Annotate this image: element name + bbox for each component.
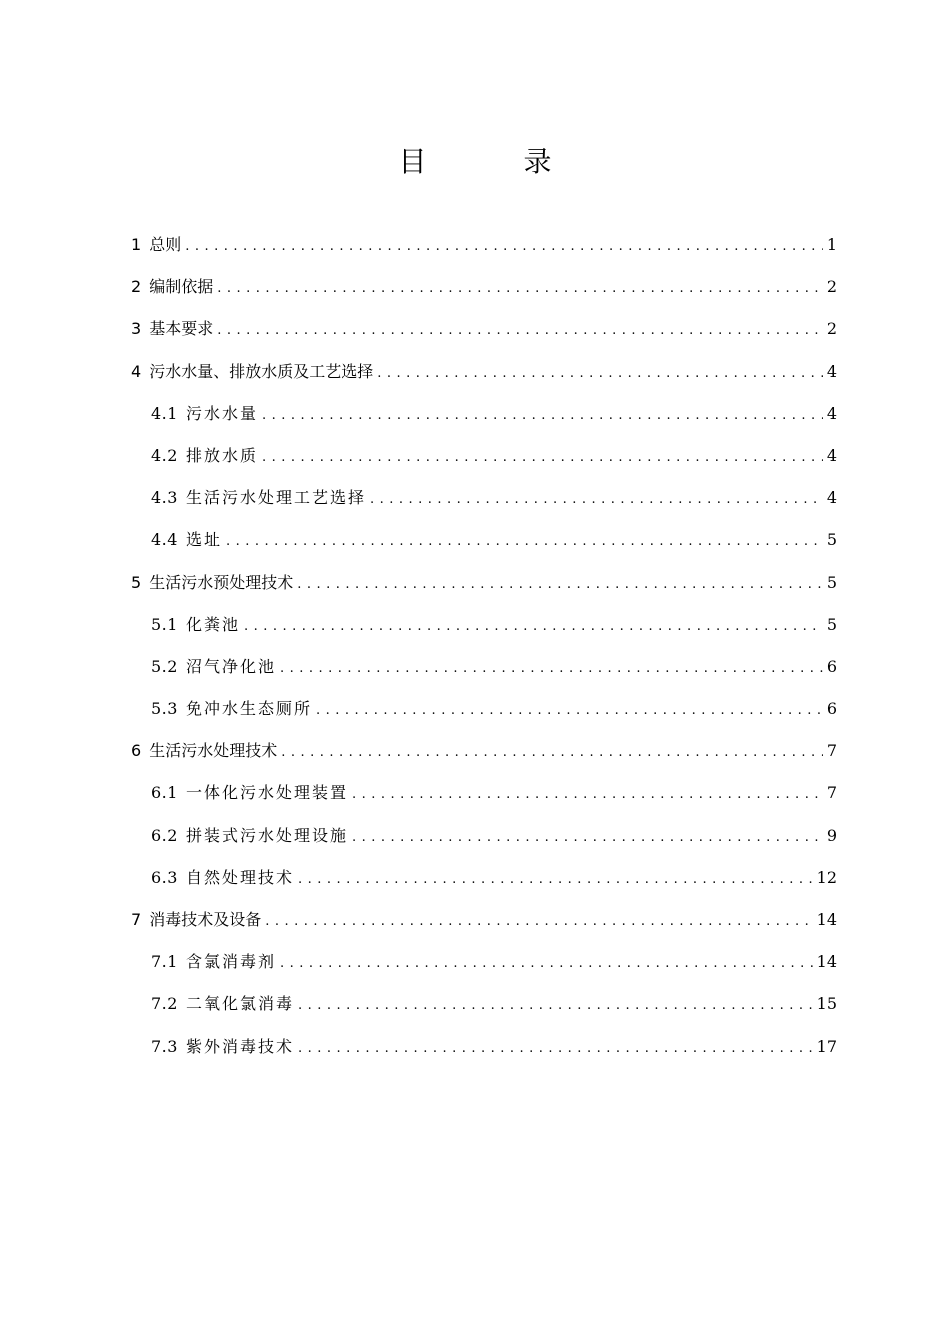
toc-entry-number: 4.4 (151, 530, 178, 550)
toc-dot-leader (244, 606, 823, 648)
toc-entry[interactable] (131, 899, 837, 941)
toc-entry-number: 2 (131, 277, 142, 297)
toc-entry[interactable] (131, 393, 837, 435)
toc-dot-leader (298, 859, 813, 901)
toc-entry-page-number: 9 (826, 825, 837, 845)
toc-entry-page-number: 4 (826, 403, 837, 423)
toc-dot-leader (297, 564, 823, 606)
toc-entry-label: 沼气净化池 (185, 656, 276, 676)
toc-entry[interactable] (131, 308, 837, 350)
toc-entry[interactable] (131, 477, 837, 519)
toc-entry-label: 消毒技术及设备 (149, 910, 262, 929)
toc-entry-number: 6.3 (151, 867, 178, 887)
toc-entry-number: 4.1 (151, 403, 178, 423)
toc-entry-number: 5 (131, 572, 142, 592)
toc-dot-leader (280, 648, 823, 690)
toc-entry[interactable] (131, 815, 837, 857)
toc-entry-label: 编制依据 (149, 277, 214, 297)
toc-entry[interactable] (131, 562, 837, 604)
toc-dot-leader (377, 353, 823, 395)
toc-entry-page-number: 5 (826, 530, 837, 550)
toc-entry-label: 紫外消毒技术 (185, 1036, 294, 1056)
toc-entry-number: 6.1 (151, 783, 178, 803)
toc-entry-number: 4.2 (151, 445, 178, 465)
toc-dot-leader (262, 395, 823, 437)
toc-dot-leader (280, 943, 813, 985)
toc-entry-page-number: 2 (826, 277, 837, 297)
toc-entry-number: 4 (131, 361, 142, 381)
toc-entry-page-number: 12 (816, 867, 837, 887)
toc-dot-leader (316, 690, 823, 732)
toc-dot-leader (265, 901, 812, 943)
table-of-contents (131, 224, 837, 1068)
toc-entry-label: 含氯消毒剂 (185, 952, 276, 972)
toc-entry-number: 3 (131, 319, 142, 339)
toc-entry[interactable] (131, 435, 837, 477)
toc-entry[interactable] (131, 646, 837, 688)
toc-entry-label: 生活污水预处理技术 (149, 572, 294, 592)
toc-entry-page-number: 7 (826, 741, 837, 761)
toc-entry-page-number: 14 (816, 952, 837, 972)
toc-entry-page-number: 17 (816, 1036, 837, 1056)
toc-dot-leader (352, 774, 823, 816)
toc-entry-label: 基本要求 (149, 319, 214, 339)
toc-entry[interactable] (131, 266, 837, 308)
toc-entry-page-number: 15 (816, 994, 837, 1014)
toc-entry-number: 5.1 (151, 614, 178, 634)
toc-dot-leader (370, 479, 823, 521)
toc-entry[interactable] (131, 1026, 837, 1068)
toc-entry-label: 污水水量 (185, 403, 258, 423)
toc-entry-page-number: 6 (826, 699, 837, 719)
toc-dot-leader (217, 268, 823, 310)
toc-entry-label: 化粪池 (185, 614, 240, 634)
toc-entry-page-number: 4 (826, 488, 837, 508)
toc-entry-page-number: 4 (826, 361, 837, 381)
toc-dot-leader (298, 985, 813, 1027)
toc-dot-leader (226, 521, 823, 563)
toc-entry-number: 5.2 (151, 656, 178, 676)
toc-entry-label: 自然处理技术 (185, 867, 294, 887)
toc-entry[interactable] (131, 519, 837, 561)
page-title: 目 录 (398, 145, 596, 178)
toc-dot-leader (352, 817, 823, 859)
toc-entry-number: 7.2 (151, 994, 178, 1014)
toc-entry-label: 免冲水生态厕所 (185, 699, 312, 719)
toc-dot-leader (281, 732, 823, 774)
toc-entry-label: 污水水量、排放水质及工艺选择 (149, 361, 374, 381)
toc-entry-page-number: 5 (826, 572, 837, 592)
toc-entry-page-number: 2 (826, 319, 837, 339)
toc-entry-page-number: 7 (826, 783, 837, 803)
toc-entry-label: 选址 (185, 530, 222, 550)
toc-entry-label: 一体化污水处理装置 (185, 783, 348, 803)
toc-entry[interactable] (131, 688, 837, 730)
toc-entry-page-number: 14 (816, 910, 837, 929)
toc-entry[interactable] (131, 224, 837, 266)
toc-entry-page-number: 4 (826, 445, 837, 465)
toc-entry-number: 1 (131, 235, 142, 254)
toc-entry-label: 拼装式污水处理设施 (185, 825, 348, 845)
toc-entry-number: 6.2 (151, 825, 178, 845)
toc-entry-label: 生活污水处理技术 (149, 741, 278, 761)
toc-entry[interactable] (131, 983, 837, 1025)
toc-entry-number: 5.3 (151, 699, 178, 719)
toc-entry-number: 7.3 (151, 1036, 178, 1056)
toc-entry-label: 生活污水处理工艺选择 (185, 488, 366, 508)
toc-entry[interactable] (131, 772, 837, 814)
toc-entry-page-number: 1 (826, 235, 837, 254)
toc-entry[interactable] (131, 941, 837, 983)
toc-entry[interactable] (131, 604, 837, 646)
toc-entry[interactable] (131, 730, 837, 772)
toc-entry-label: 排放水质 (185, 445, 258, 465)
toc-entry[interactable] (131, 857, 837, 899)
toc-entry-label: 二氧化氯消毒 (185, 994, 294, 1014)
toc-entry-number: 7 (131, 910, 142, 929)
toc-dot-leader (262, 437, 823, 479)
toc-entry-page-number: 5 (826, 614, 837, 634)
toc-entry-number: 7.1 (151, 952, 178, 972)
toc-dot-leader (185, 226, 823, 268)
toc-entry-label: 总则 (149, 235, 182, 254)
toc-dot-leader (217, 310, 823, 352)
toc-entry[interactable] (131, 351, 837, 393)
toc-entry-number: 4.3 (151, 488, 178, 508)
toc-entry-page-number: 6 (826, 656, 837, 676)
toc-entry-number: 6 (131, 741, 142, 761)
toc-dot-leader (298, 1028, 813, 1070)
